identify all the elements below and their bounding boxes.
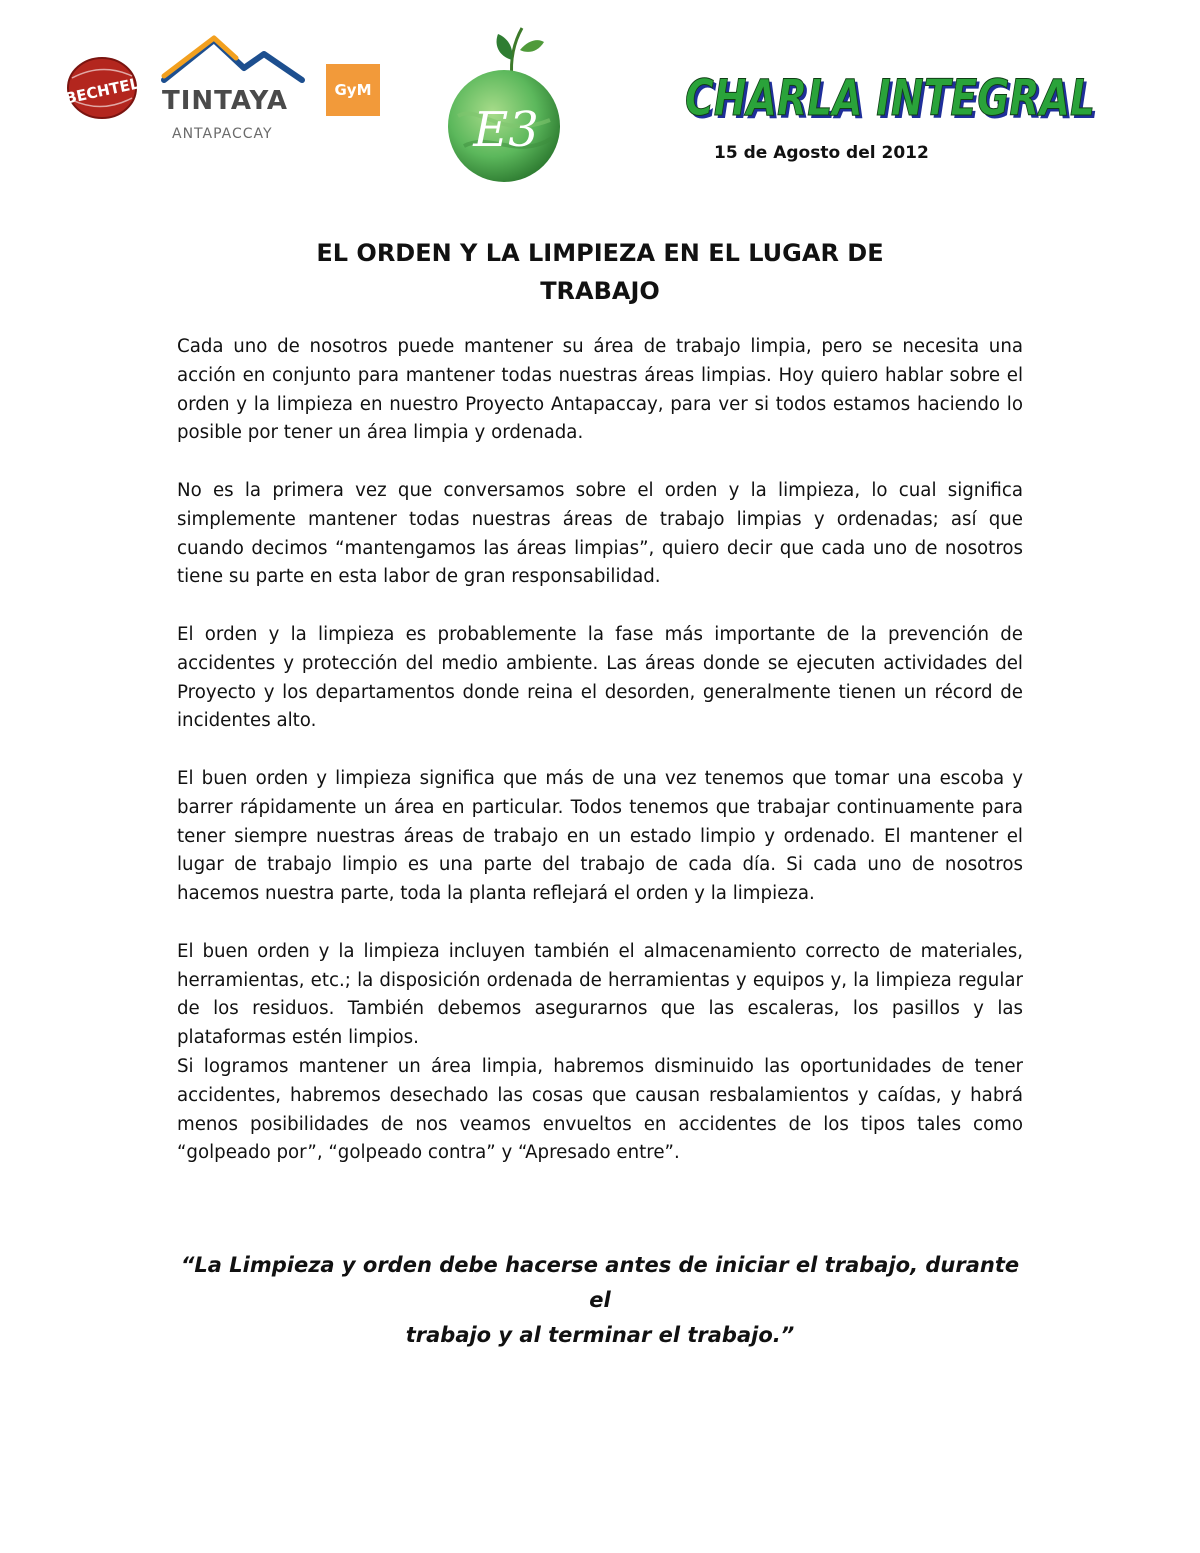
paragraph-1: Cada uno de nosotros puede mantener su área de trabajo limpia, pero se necesita una acción en conjunto para mantener todas nuestras áreas limpias. Hoy quiero hablar sobre el orden y la limpieza en nuestro Proyecto Antapaccay, para ver si todos estamos haciendo lo posible por tener un área limpia y ordenada. [177, 336, 1023, 444]
paragraph-6: Si logramos mantener un área limpia, habremos disminuido las oportunidades de tener accidentes, habremos desechado las cosas que causan resbalamientos y caídas, y habrá menos posibilidades de nos veamos envueltos en accidentes de los tipos tales como “golpeado por”, “golpeado contra” y “Apresado entre”. [177, 1055, 1023, 1164]
tintaya-logo-text: TINTAYA [162, 86, 288, 116]
e3-logo-text: E3 [473, 102, 539, 158]
banner-title-shadow: CHARLA INTEGRAL [688, 72, 1098, 130]
document-title-line-2: TRABAJO [540, 277, 660, 305]
e3-globe-icon [440, 20, 570, 184]
paragraph-2: No es la primera vez que conversamos sobre el orden y la limpieza, lo cual significa simplemente mantener todas nuestras áreas de trabajo limpias y ordenadas; así que cuando decimos “mantengamos las áreas limpias”, quiero decir que cada uno de nosotros tiene su parte en esta labor de gran responsabilidad. [177, 479, 1023, 588]
document-title-line-1: EL ORDEN Y LA LIMPIEZA EN EL LUGAR DE [316, 239, 884, 267]
paragraph-3: El orden y la limpieza es probablemente la fase más importante de la prevención de accidentes y protección del medio ambiente. Las áreas donde se ejecuten actividades del Proyecto y los departamentos donde reina el desorden, generalmente tienen un récord de incidentes alto. [177, 623, 1023, 732]
closing-quote [170, 1248, 1030, 1353]
gym-logo: GyM [326, 64, 380, 116]
document-title [250, 234, 950, 310]
closing-quote-line-1: “La Limpieza y orden debe hacerse antes de iniciar el trabajo, durante el [180, 1253, 1020, 1312]
bechtel-logo [66, 56, 138, 120]
banner-title-art [684, 66, 1104, 130]
charla-integral-banner [684, 66, 1104, 130]
bechtel-logo-text: BECHTEL [66, 74, 138, 108]
antapaccay-logo-text: ANTAPACCAY [172, 126, 273, 142]
bechtel-logo-icon [66, 56, 138, 120]
document-body [177, 333, 1023, 1168]
tintaya-logo [158, 34, 306, 152]
mountains-icon [158, 34, 306, 90]
banner-title: CHARLA INTEGRAL [685, 69, 1095, 127]
paragraph-4: El buen orden y limpieza significa que más de una vez tenemos que tomar una escoba y barrer rápidamente un área en particular. Todos tenemos que trabajar continuamente para tener siempre nuestras áreas de trabajo en un estado limpio y ordenado. El mantener el lugar de trabajo limpio es una parte del trabajo de cada día. Si cada uno de nosotros hacemos nuestra parte, toda la planta reflejará el orden y la limpieza. [177, 767, 1023, 905]
e3-logo [440, 20, 570, 184]
document-date: 15 de Agosto del 2012 [714, 143, 929, 163]
closing-quote-line-2: trabajo y al terminar el trabajo.” [405, 1323, 795, 1347]
paragraph-5: El buen orden y la limpieza incluyen también el almacenamiento correcto de materiales, herramientas, etc.; la disposición ordenada de herramientas y equipos y, la limpieza regular de los residuos. También debemos asegurarnos que las escaleras, los pasillos y las plataformas estén limpios. [177, 940, 1023, 1049]
